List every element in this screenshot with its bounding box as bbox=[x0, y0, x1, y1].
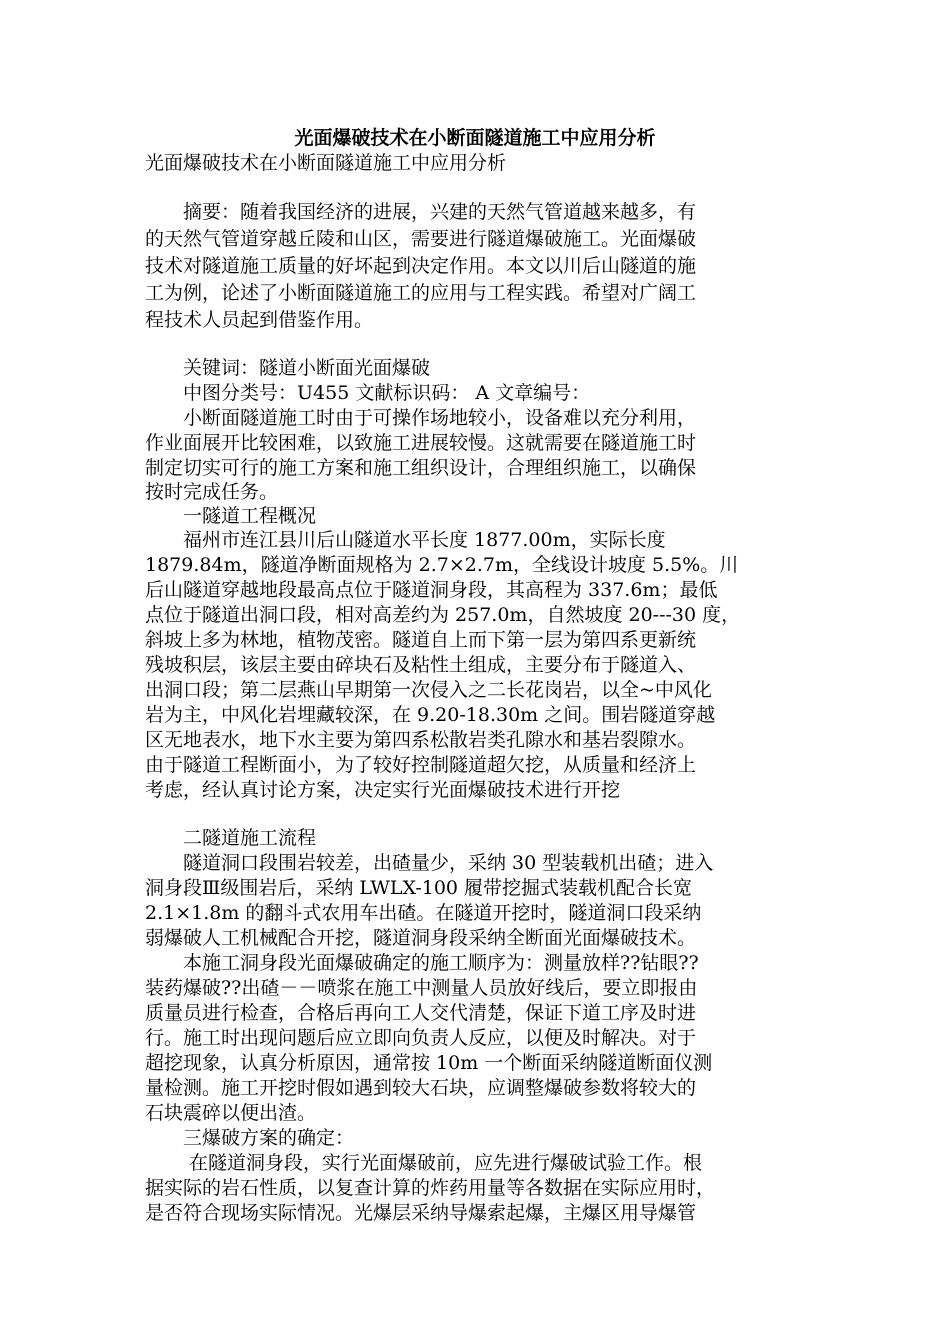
body-line: 据实际的岩石性质，以复查计算的炸药用量等各数据在实际应用时， bbox=[145, 1177, 716, 1199]
body-line: 隧道洞口段围岩较差，出碴量少，采纳 30 型装载机出碴；进入 bbox=[145, 852, 714, 874]
subtitle-line: 光面爆破技术在小断面隧道施工中应用分析 bbox=[145, 152, 507, 174]
body-line: 是否符合现场实际情况。光爆层采纳导爆索起爆，主爆区用导爆管 bbox=[145, 1202, 697, 1224]
keywords-line: 关键词：隧道小断面光面爆破 bbox=[145, 357, 431, 379]
classification-line: 中图分类号：U455 文献标识码： A 文章编号： bbox=[145, 382, 591, 404]
body-line: 弱爆破人工机械配合开挖，隧道洞身段采纳全断面光面爆破技术。 bbox=[145, 927, 697, 949]
body-line: 残坡积层，该层主要由碎块石及粘性土组成，主要分布于隧道入、 bbox=[145, 654, 697, 676]
body-line: 作业面展开比较困难，以致施工进展较慢。这就需要在隧道施工时 bbox=[145, 432, 697, 454]
body-line: 量检测。施工开挖时假如遇到较大石块，应调整爆破参数将较大的 bbox=[145, 1077, 697, 1099]
body-line: 区无地表水，地下水主要为第四系松散岩类孔隙水和基岩裂隙水。 bbox=[145, 729, 697, 751]
body-line: 福州市连江县川后山隧道水平长度 1877.00m，实际长度 bbox=[145, 529, 666, 551]
body-line: 质量员进行检查，合格后再向工人交代清楚，保证下道工序及时进 bbox=[145, 1002, 697, 1024]
body-line: 超挖现象，认真分析原因，通常按 10m 一个断面采纳隧道断面仪测 bbox=[145, 1052, 713, 1074]
body-line: 岩为主，中风化岩埋藏较深，在 9.20-18.30m 之间。围岩隧道穿越 bbox=[145, 704, 716, 726]
section-heading: 三爆破方案的确定： bbox=[145, 1127, 355, 1149]
body-line: 小断面隧道施工时由于可操作场地较小，设备难以充分利用， bbox=[145, 407, 697, 429]
body-line: 按时完成任务。 bbox=[145, 481, 279, 503]
body-line: 在隧道洞身段，实行光面爆破前，应先进行爆破试验工作。根 bbox=[145, 1152, 703, 1174]
document-title: 光面爆破技术在小断面隧道施工中应用分析 bbox=[294, 127, 656, 149]
body-line: 点位于隧道出洞口段，相对高差约为 257.0m，自然坡度 20---30 度， bbox=[145, 604, 741, 626]
body-line: 考虑，经认真讨论方案，决定实行光面爆破技术进行开挖 bbox=[145, 779, 621, 801]
body-line: 洞身段Ⅲ级围岩后，采纳 LWLX-100 履带挖掘式装载机配合长宽 bbox=[145, 877, 693, 899]
body-line: 石块震碎以便出渣。 bbox=[145, 1102, 317, 1124]
body-line: 后山隧道穿越地段最高点位于隧道洞身段，其高程为 337.6m；最低 bbox=[145, 579, 718, 601]
section-heading: 二隧道施工流程 bbox=[145, 827, 317, 849]
abstract-line: 摘要：随着我国经济的进展，兴建的天然气管道越来越多，有 bbox=[145, 201, 697, 223]
body-line: 装药爆破??出碴－－喷浆在施工中测量人员放好线后，要立即报由 bbox=[145, 977, 698, 999]
abstract-line: 程技术人员起到借鉴作用。 bbox=[145, 309, 374, 331]
abstract-line: 工为例，论述了小断面隧道施工的应用与工程实践。希望对广阔工 bbox=[145, 282, 697, 304]
body-line: 斜坡上多为林地，植物茂密。隧道自上而下第一层为第四系更新统 bbox=[145, 629, 697, 651]
body-line: 出洞口段；第二层燕山早期第一次侵入之二长花岗岩，以全~中风化 bbox=[145, 679, 712, 701]
body-line: 行。施工时出现问题后应立即向负责人反应，以便及时解决。对于 bbox=[145, 1027, 697, 1049]
section-heading: 一隧道工程概况 bbox=[145, 505, 317, 527]
body-line: 制定切实可行的施工方案和施工组织设计，合理组织施工，以确保 bbox=[145, 457, 697, 479]
abstract-line: 技术对隧道施工质量的好坏起到决定作用。本文以川后山隧道的施 bbox=[145, 255, 697, 277]
body-line: 由于隧道工程断面小，为了较好控制隧道超欠挖，从质量和经济上 bbox=[145, 754, 697, 776]
body-line: 1879.84m，隧道净断面规格为 2.7×2.7m，全线设计坡度 5.5%。川 bbox=[145, 554, 739, 576]
abstract-line: 的天然气管道穿越丘陵和山区，需要进行隧道爆破施工。光面爆破 bbox=[145, 228, 697, 250]
body-line: 本施工洞身段光面爆破确定的施工顺序为：测量放样??钻眼?? bbox=[145, 952, 699, 974]
body-line: 2.1×1.8m 的翻斗式农用车出碴。在隧道开挖时，隧道洞口段采纳 bbox=[145, 902, 702, 924]
